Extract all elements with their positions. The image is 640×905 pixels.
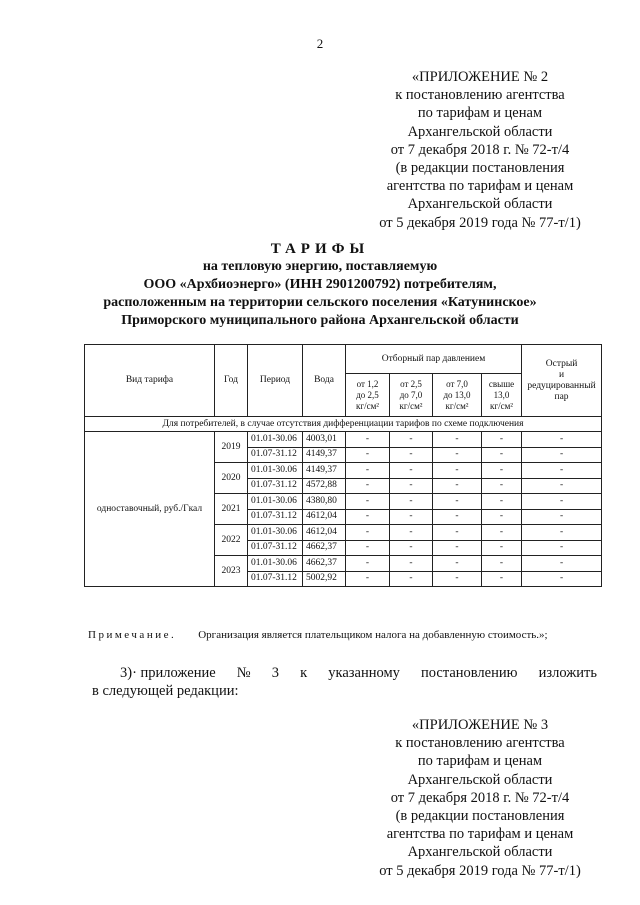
dash-cell: -	[482, 556, 522, 572]
period-cell: 01.01-30.06	[248, 525, 303, 541]
title-line: расположенным на территории сельского поселения «Катунинское»	[103, 295, 537, 310]
table-row	[85, 432, 602, 448]
dash-cell: -	[522, 509, 602, 525]
dash-cell: -	[390, 494, 433, 510]
dash-cell: -	[346, 478, 390, 494]
appendix-3-header	[330, 716, 630, 880]
appendix-line: «ПРИЛОЖЕНИЕ № 2	[411, 69, 549, 85]
dash-cell: -	[346, 571, 390, 587]
header-line: свыше	[488, 378, 515, 389]
dash-cell: -	[433, 494, 482, 510]
tariff-table	[84, 344, 602, 587]
title-main: ТАРИФЫ	[270, 241, 370, 257]
dash-cell: -	[390, 525, 433, 541]
header-line: до 13,0	[443, 389, 471, 400]
water-cell: 4612,04	[303, 509, 346, 525]
point-3-word: №	[236, 665, 251, 681]
header-sharp-steam	[522, 345, 602, 417]
note	[88, 629, 548, 641]
header-year: Год	[215, 345, 248, 417]
appendix-line: от 7 декабря 2018 г. № 72-т/4	[390, 141, 570, 158]
point-3-word: постановлению	[421, 665, 518, 681]
water-cell: 4662,37	[303, 556, 346, 572]
appendix-line: (в редакции постановления	[395, 808, 565, 825]
appendix-line: Архангельской области	[407, 844, 553, 861]
point-3-word: изложить	[538, 665, 597, 681]
dash-cell: -	[522, 478, 602, 494]
point-3-word: 3	[271, 665, 279, 681]
dash-cell: -	[482, 478, 522, 494]
dash-cell: -	[346, 540, 390, 556]
point-3-word: к	[300, 665, 308, 681]
dash-cell: -	[390, 556, 433, 572]
water-cell: 4572,88	[303, 478, 346, 494]
appendix-line: от 5 декабря 2019 года № 77-т/1)	[379, 862, 581, 879]
appendix-line: от 7 декабря 2018 г. № 72-т/4	[390, 789, 570, 806]
header-steam-2	[390, 374, 433, 417]
dash-cell: -	[482, 525, 522, 541]
period-cell: 01.01-30.06	[248, 494, 303, 510]
dash-cell: -	[346, 447, 390, 463]
dash-cell: -	[433, 556, 482, 572]
header-steam-4	[482, 374, 522, 417]
dash-cell: -	[390, 463, 433, 479]
dash-cell: -	[522, 540, 602, 556]
point-3-line-1	[92, 664, 597, 682]
dash-cell: -	[522, 494, 602, 510]
dash-cell: -	[482, 571, 522, 587]
header-tariff-type: Вид тарифа	[85, 345, 215, 417]
dash-cell: -	[522, 571, 602, 587]
header-line: от 7,0	[446, 378, 468, 389]
period-cell: 01.01-30.06	[248, 432, 303, 448]
dash-cell: -	[482, 432, 522, 448]
appendix-2-header	[330, 68, 630, 232]
document-title	[0, 240, 640, 330]
note-label: Примечание.	[88, 629, 177, 641]
water-cell: 4149,37	[303, 463, 346, 479]
dash-cell: -	[390, 432, 433, 448]
year-cell: 2020	[215, 463, 248, 494]
dash-cell: -	[390, 509, 433, 525]
dash-cell: -	[390, 571, 433, 587]
dash-cell: -	[482, 509, 522, 525]
dash-cell: -	[433, 571, 482, 587]
header-line: 13,0	[493, 389, 510, 400]
header-water: Вода	[303, 345, 346, 417]
appendix-line: агентства по тарифам и ценам	[386, 826, 574, 843]
header-line: кг/см²	[399, 400, 423, 411]
period-cell: 01.07-31.12	[248, 509, 303, 525]
header-line: до 2,5	[356, 389, 379, 400]
appendix-line: «ПРИЛОЖЕНИЕ № 3	[411, 717, 549, 733]
header-steam-3	[433, 374, 482, 417]
header-period: Период	[248, 345, 303, 417]
water-cell: 4612,04	[303, 525, 346, 541]
year-cell: 2023	[215, 556, 248, 587]
dash-cell: -	[346, 494, 390, 510]
period-cell: 01.07-31.12	[248, 478, 303, 494]
appendix-line: к постановлению агентства	[395, 87, 565, 104]
point-3-word: указанному	[328, 665, 400, 681]
info-row: Для потребителей, в случае отсутствия дифференциации тарифов по схеме подключения	[85, 417, 602, 432]
appendix-line: Архангельской области	[407, 771, 553, 788]
dash-cell: -	[433, 432, 482, 448]
header-line: до 7,0	[399, 389, 423, 400]
header-line: и	[558, 369, 565, 380]
header-line: пар	[554, 391, 569, 402]
dash-cell: -	[346, 556, 390, 572]
header-line: кг/см²	[445, 400, 469, 411]
dash-cell: -	[433, 463, 482, 479]
period-cell: 01.07-31.12	[248, 447, 303, 463]
title-line: на тепловую энергию, поставляемую	[202, 259, 438, 274]
appendix-line: Архангельской области	[407, 196, 553, 213]
dash-cell: -	[346, 463, 390, 479]
header-line: от 1,2	[356, 378, 379, 389]
appendix-line: по тарифам и ценам	[417, 105, 543, 122]
water-cell: 4149,37	[303, 447, 346, 463]
dash-cell: -	[522, 556, 602, 572]
header-line: кг/см²	[490, 400, 513, 411]
dash-cell: -	[390, 447, 433, 463]
water-cell: 4003,01	[303, 432, 346, 448]
period-cell: 01.01-30.06	[248, 556, 303, 572]
dash-cell: -	[482, 447, 522, 463]
period-cell: 01.07-31.12	[248, 571, 303, 587]
dash-cell: -	[433, 525, 482, 541]
year-cell: 2019	[215, 432, 248, 463]
year-cell: 2021	[215, 494, 248, 525]
title-line: Приморского муниципального района Архангельской области	[121, 313, 519, 328]
dash-cell: -	[433, 509, 482, 525]
point-3-word: 3)· приложение	[120, 665, 216, 681]
header-steam-group: Отборный пар давлением	[346, 345, 522, 374]
tariff-type-cell: одноставочный, руб./Гкал	[85, 432, 215, 587]
dash-cell: -	[482, 540, 522, 556]
dash-cell: -	[346, 432, 390, 448]
dash-cell: -	[346, 509, 390, 525]
appendix-line: по тарифам и ценам	[417, 753, 543, 770]
appendix-line: агентства по тарифам и ценам	[386, 178, 574, 195]
title-line: ООО «Архбиоэнерго» (ИНН 2901200792) потребителям,	[143, 277, 497, 292]
dash-cell: -	[482, 494, 522, 510]
water-cell: 4662,37	[303, 540, 346, 556]
point-3-line-2: в следующей редакции:	[92, 683, 239, 699]
header-line: от 2,5	[400, 378, 422, 389]
dash-cell: -	[482, 463, 522, 479]
water-cell: 4380,80	[303, 494, 346, 510]
dash-cell: -	[433, 447, 482, 463]
header-line: Острый	[545, 358, 578, 369]
point-3-paragraph	[92, 664, 597, 700]
header-line: кг/см²	[356, 400, 379, 411]
dash-cell: -	[390, 478, 433, 494]
appendix-line: (в редакции постановления	[395, 160, 565, 177]
appendix-line: к постановлению агентства	[395, 735, 565, 752]
dash-cell: -	[522, 525, 602, 541]
header-steam-1	[346, 374, 390, 417]
water-cell: 5002,92	[303, 571, 346, 587]
period-cell: 01.07-31.12	[248, 540, 303, 556]
period-cell: 01.01-30.06	[248, 463, 303, 479]
dash-cell: -	[390, 540, 433, 556]
header-line: редуцированный	[527, 380, 596, 391]
dash-cell: -	[346, 525, 390, 541]
appendix-line: Архангельской области	[407, 123, 553, 140]
year-cell: 2022	[215, 525, 248, 556]
note-text: Организация является плательщиком налога на добавленную стоимость.»;	[198, 629, 548, 641]
page-number: 2	[316, 36, 324, 51]
dash-cell: -	[522, 463, 602, 479]
dash-cell: -	[522, 447, 602, 463]
appendix-line: от 5 декабря 2019 года № 77-т/1)	[379, 214, 581, 231]
dash-cell: -	[522, 432, 602, 448]
dash-cell: -	[433, 478, 482, 494]
dash-cell: -	[433, 540, 482, 556]
